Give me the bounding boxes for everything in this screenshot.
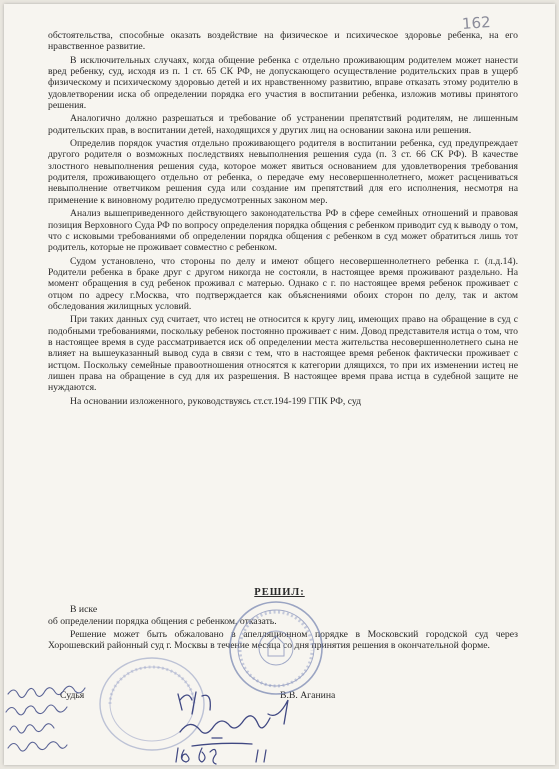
paragraph: Аналогично должно разрешаться и требование об устранении препятствий родителям, не лишенным родительских прав, в воспитании детей, находящихся у других лиц на основании закона или решения.: [48, 113, 518, 136]
paragraph: В исключительных случаях, когда общение ребенка с отдельно проживающим родителем может нанести вред ребенку, суд, исходя из п. 1 ст. 65 СК РФ, не допускающего осуществление родительских прав в ущерб физическому и психическому здоровью детей и их нравственному развитию, вправе отказать этому родителю в удовлетворении иска об определении порядка его участия в воспитании ребенка, изложив мотивы принятого решения.: [48, 54, 518, 112]
paragraph: В иске: [70, 604, 98, 615]
page-number: 162: [461, 13, 492, 33]
paragraph: Определив порядок участия отдельно проживающего родителя в воспитании ребенка, суд предупреждает другого родителя о возможных последствиях невыполнения решения суда (п. 3 ст. 66 СК РФ). В качестве злостного невыполнения решения суда, которое может явиться основанием для удовлетворения требования родителя, проживающего отдельно от ребенка, о передаче ему несовершеннолетнего, может расцениваться невыполнение ответчиком решения суда или создание им препятствий для его исполнения, несмотря на применение к виновному родителю предусмотренных законом мер.: [48, 138, 518, 206]
paragraph: Решение может быть обжаловано в апелляционном порядке в Московский городской суд через Хорошевский районный суд г. Москвы в течение месяца со дня принятия решения в окончательной форме.: [48, 628, 518, 652]
handwritten-notes: [4, 680, 134, 765]
paragraph: При таких данных суд считает, что истец не относится к кругу лиц, имеющих право на обращение в суд с подобными требованиями, поскольку ребенок постоянно проживает с ним. Довод представителя истца о том, что в настоящее время в суде рассматривается иск об определении места жительства несовершеннолетнего сына не влияет на вышеуказанный вывод суда в связи с тем, что в настоящее время ребенок фактически проживает с истцом. Поскольку семейные правоотношения относятся к категории длящихся, то при их изменении истец не лишен права на обращение в суд для их разрешения. В настоящее время права истца в судебной защите не нуждаются.: [48, 314, 518, 394]
paragraph: обстоятельства, способные оказать воздействие на физическое и психическое здоровье ребенка, на его нравственное развитие.: [48, 30, 518, 53]
paragraph: Анализ вышеприведенного действующего законодательства РФ в сфере семейных отношений и правовая позиция Верховного Суда РФ по вопросу определения порядка общения с ребенком приводит суд к выводу о том, что с исковыми требованиями об определении порядка общения с ребенком в суд может обратиться лишь тот родитель, которые не проживает совместно с ребенком.: [48, 208, 518, 254]
paragraph: Судом установлено, что стороны по делу и имеют общего несовершеннолетнего ребенка г. (л.д.14). Родители ребенка в браке друг с другом никогда не состояли, в настоящее время проживают раздельно. На момент обращения в суд ребенок проживал с матерью. Однако с г. по настоящее время ребенок проживает с отцом по адресу г.Москва, что подтверждается как объяснениями обоих сторон по делу, так и актом обследования жилищных условий.: [48, 255, 518, 312]
document-page: [4, 4, 555, 765]
resolution-heading: РЕШИЛ:: [254, 587, 305, 598]
judge-name: В.В. Аганина: [280, 690, 336, 701]
judge-label: Судья: [60, 690, 85, 701]
document-body: [48, 30, 518, 409]
paragraph: об определении порядка общения с ребенком, отказать.: [48, 616, 277, 628]
handwritten-date: [172, 744, 292, 765]
court-seal-stamp: [226, 598, 326, 698]
paragraph: На основании изложенного, руководствуясь ст.ст.194-199 ГПК РФ, суд: [70, 395, 362, 407]
